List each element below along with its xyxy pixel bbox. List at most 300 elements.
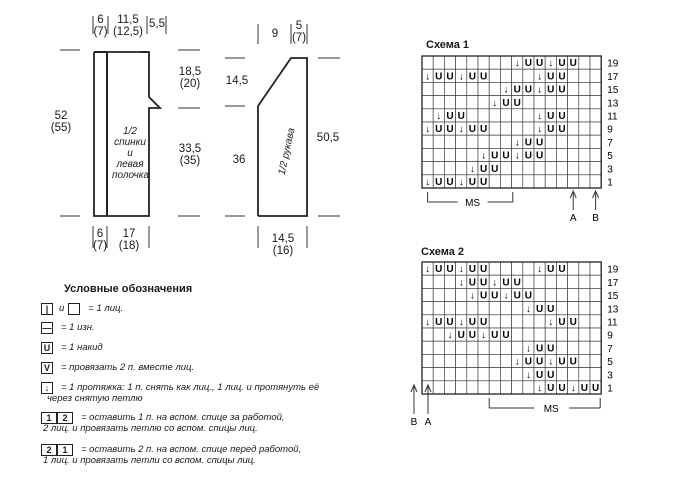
grid-cell	[579, 162, 590, 175]
yarn-over-icon: U	[547, 303, 555, 315]
yarn-over-icon: U	[468, 264, 477, 276]
grid-cell	[590, 69, 601, 82]
yarn-over-icon: U	[547, 343, 555, 355]
yarn-over-icon: U	[580, 383, 589, 394]
grid-cell	[500, 315, 511, 328]
grid-cell	[489, 122, 500, 135]
grid-cell	[545, 135, 556, 148]
yarn-over-icon: U	[435, 177, 443, 188]
grid-cell	[556, 175, 567, 188]
ssk-arrow-icon: ↓	[514, 356, 520, 368]
ssk-arrow-icon: ↓	[537, 84, 543, 96]
yarn-over-icon: U	[547, 369, 555, 381]
grid-cell	[590, 148, 601, 161]
cable-front-2-icon: 2	[41, 444, 57, 456]
grid-cell	[579, 328, 590, 341]
grid-cell	[534, 275, 545, 288]
grid-cell	[500, 109, 511, 122]
grid-cell	[456, 148, 467, 161]
dim-value: 11,5	[117, 14, 139, 26]
grid-cell	[444, 341, 455, 354]
k2tog-symbol-icon: V	[41, 362, 53, 374]
grid-cell	[523, 175, 534, 188]
grid-cell	[523, 381, 534, 394]
back-piece-label	[112, 126, 148, 181]
grid-cell	[568, 69, 579, 82]
grid-cell	[579, 341, 590, 354]
grid-cell	[467, 96, 478, 109]
yarn-over-icon: U	[491, 150, 499, 162]
grid-cell	[590, 175, 601, 188]
ssk-arrow-icon: ↓	[492, 277, 498, 289]
yarn-over-icon: U	[547, 84, 555, 96]
grid-cell	[422, 56, 433, 69]
dim-bottom-width	[110, 228, 148, 252]
row-number: 13	[607, 98, 619, 110]
grid-cell	[579, 175, 590, 188]
grid-cell	[512, 162, 523, 175]
grid-cell	[568, 328, 579, 341]
grid-cell	[568, 288, 579, 301]
dim-value: 5,5	[149, 18, 165, 30]
grid-cell	[523, 275, 534, 288]
grid-cell	[523, 109, 534, 122]
grid-cell	[579, 122, 590, 135]
grid-cell	[579, 96, 590, 109]
ssk-symbol-icon: ↓	[41, 382, 53, 394]
dim-alt: (7)	[93, 240, 108, 252]
yarn-over-icon: U	[547, 111, 555, 122]
grid-cell	[556, 288, 567, 301]
ssk-arrow-icon: ↓	[481, 150, 487, 162]
dim-value: 18,5	[178, 66, 202, 78]
sleeve-dim-bottom	[262, 233, 304, 257]
dim-value: 14,5	[225, 75, 249, 87]
grid-cell	[590, 122, 601, 135]
yarn-over-icon: U	[468, 177, 477, 188]
yarn-over-icon: U	[558, 356, 566, 368]
row-number: 15	[607, 291, 619, 303]
grid-cell	[489, 368, 500, 381]
ssk-arrow-icon: ↓	[447, 330, 453, 342]
grid-cell	[568, 96, 579, 109]
grid-cell	[456, 381, 467, 394]
ssk-arrow-icon: ↓	[458, 124, 464, 136]
row-number: 15	[607, 85, 619, 97]
grid-cell	[444, 162, 455, 175]
grid-cell	[489, 135, 500, 148]
grid-cell	[523, 262, 534, 275]
yarn-over-icon: U	[535, 58, 544, 70]
yarn-over-icon: U	[513, 277, 521, 289]
grid-cell	[590, 328, 601, 341]
yarn-over-icon: U	[547, 383, 555, 394]
yarn-over-icon: U	[547, 71, 555, 83]
ssk-arrow-icon: ↓	[425, 124, 431, 136]
scheme1-grid	[410, 50, 640, 230]
grid-cell	[556, 135, 567, 148]
ssk-arrow-icon: ↓	[458, 317, 464, 328]
legend-text-2: 1 лиц. и провязать петли со вспом. спицы лиц.	[43, 455, 256, 466]
yarn-over-icon: U	[513, 290, 521, 302]
dim-alt: (18)	[118, 240, 140, 252]
grid-cell	[545, 175, 556, 188]
row-number: 5	[607, 357, 613, 369]
yarn-over-icon: U	[446, 111, 454, 122]
grid-cell	[444, 288, 455, 301]
grid-cell	[444, 368, 455, 381]
dim-right-armhole	[170, 66, 210, 90]
grid-cell	[545, 328, 556, 341]
dim-alt: (12,5)	[112, 26, 144, 38]
grid-cell	[467, 135, 478, 148]
grid-cell	[422, 354, 433, 367]
legend-text: = провязать 2 п. вместе лиц.	[61, 362, 195, 373]
dim-value: 14,5	[271, 233, 295, 245]
row-number: 9	[607, 124, 613, 136]
cable-front-1-icon: 1	[57, 444, 73, 456]
row-number: 17	[607, 277, 619, 289]
yarn-over-icon: U	[446, 264, 454, 276]
legend-joiner: и	[59, 303, 65, 314]
grid-cell	[568, 122, 579, 135]
grid-cell	[523, 162, 534, 175]
legend-item-k2tog	[41, 362, 194, 374]
ssk-arrow-icon: ↓	[514, 150, 520, 162]
yarn-over-icon: U	[524, 290, 533, 302]
dim-value: 33,5	[178, 143, 202, 155]
grid-cell	[422, 135, 433, 148]
yarn-over-icon: U	[479, 264, 488, 276]
ssk-arrow-icon: ↓	[503, 84, 509, 96]
grid-cell	[523, 96, 534, 109]
grid-cell	[467, 56, 478, 69]
grid-cell	[545, 275, 556, 288]
legend-item-purl	[41, 322, 95, 334]
grid-cell	[545, 288, 556, 301]
grid-cell	[523, 122, 534, 135]
grid-cell	[456, 302, 467, 315]
grid-cell	[500, 122, 511, 135]
grid-cell	[568, 302, 579, 315]
grid-cell	[489, 302, 500, 315]
yarn-over-icon: U	[479, 177, 488, 188]
grid-cell	[512, 328, 523, 341]
yarn-over-icon: U	[479, 317, 488, 328]
ssk-arrow-icon: ↓	[548, 356, 554, 368]
yarn-over-icon: U	[479, 124, 488, 136]
yarn-over-icon: U	[502, 277, 510, 289]
grid-cell	[512, 175, 523, 188]
grid-cell	[534, 315, 545, 328]
ms-label: MS	[465, 198, 481, 209]
grid-cell	[478, 135, 489, 148]
grid-cell	[579, 275, 590, 288]
sleeve-dim-total	[310, 132, 346, 144]
yarn-over-icon: U	[479, 71, 488, 83]
sleeve-dim-length	[222, 154, 256, 166]
grid-cell	[433, 162, 444, 175]
grid-cell	[489, 341, 500, 354]
ssk-arrow-icon: ↓	[469, 163, 475, 175]
grid-cell	[433, 96, 444, 109]
dim-value: 9	[271, 28, 279, 40]
grid-cell	[590, 354, 601, 367]
yarn-over-icon: U	[491, 290, 499, 302]
yarn-over-icon: U	[535, 369, 544, 381]
grid-cell	[579, 69, 590, 82]
row-number: 19	[607, 264, 619, 276]
arrow-label: A	[569, 213, 577, 224]
ssk-arrow-icon: ↓	[481, 330, 487, 342]
ssk-arrow-icon: ↓	[525, 369, 531, 381]
grid-cell	[478, 82, 489, 95]
scheme2-grid	[408, 256, 638, 426]
yarn-over-icon: U	[435, 264, 443, 276]
grid-cell	[590, 96, 601, 109]
grid-cell	[422, 368, 433, 381]
legend-title: Условные обозначения	[64, 283, 193, 295]
yarn-over-icon: U	[569, 356, 577, 368]
row-number: 13	[607, 304, 619, 316]
ssk-arrow-icon: ↓	[503, 290, 509, 302]
grid-cell	[579, 368, 590, 381]
grid-cell	[422, 302, 433, 315]
yarn-over-icon: U	[558, 317, 566, 328]
yarn-over-icon: U	[468, 317, 477, 328]
ssk-arrow-icon: ↓	[537, 71, 543, 83]
row-number: 9	[607, 330, 613, 342]
legend-text: = 1 изн.	[61, 322, 95, 333]
grid-cell	[556, 162, 567, 175]
grid-cell	[590, 82, 601, 95]
grid-cell	[545, 162, 556, 175]
grid-cell	[500, 135, 511, 148]
yarn-over-icon: U	[502, 150, 510, 162]
grid-cell	[489, 109, 500, 122]
grid-cell	[478, 368, 489, 381]
grid-cell	[489, 82, 500, 95]
yarn-over-icon: U	[513, 84, 521, 96]
grid-cell	[534, 175, 545, 188]
arrow-label: B	[592, 213, 599, 224]
label-line: полочка	[112, 170, 150, 181]
grid-cell	[489, 381, 500, 394]
yarn-over-icon: U	[468, 71, 477, 83]
grid-cell	[500, 262, 511, 275]
grid-cell	[433, 288, 444, 301]
yarn-over-icon: U	[502, 97, 510, 109]
yarn-over-icon: U	[468, 124, 477, 136]
grid-cell	[433, 148, 444, 161]
grid-cell	[579, 56, 590, 69]
ssk-arrow-icon: ↓	[425, 317, 431, 328]
grid-cell	[456, 341, 467, 354]
grid-cell	[500, 354, 511, 367]
grid-cell	[444, 148, 455, 161]
grid-cell	[456, 135, 467, 148]
yarn-over-icon: U	[535, 356, 544, 368]
grid-cell	[579, 354, 590, 367]
grid-cell	[556, 302, 567, 315]
legend-text-2: 2 лиц. и провязать петлю со вспом. спицы лиц.	[43, 423, 258, 434]
yarn-over-icon: U	[479, 163, 488, 175]
grid-cell	[523, 328, 534, 341]
grid-cell	[444, 381, 455, 394]
grid-cell	[422, 109, 433, 122]
grid-cell	[579, 262, 590, 275]
grid-cell	[444, 302, 455, 315]
grid-cell	[590, 368, 601, 381]
grid-cell	[534, 328, 545, 341]
yarn-over-icon: U	[491, 330, 499, 342]
grid-cell	[444, 275, 455, 288]
cable-back-2-icon: 2	[57, 412, 73, 424]
dim-value: 50,5	[316, 132, 340, 144]
ssk-arrow-icon: ↓	[548, 58, 554, 70]
legend-text: = 1 лиц.	[88, 303, 124, 314]
yarn-over-icon: U	[457, 111, 465, 122]
yarn-over-icon: U	[446, 177, 454, 188]
grid-cell	[579, 315, 590, 328]
yarn-over-icon: U	[558, 84, 566, 96]
grid-cell	[500, 162, 511, 175]
legend-text: = оставить 1 п. на вспом. спице за работой,	[81, 412, 285, 423]
yarn-over-icon: U	[535, 150, 544, 162]
grid-cell	[512, 109, 523, 122]
grid-cell	[500, 341, 511, 354]
grid-cell	[467, 148, 478, 161]
grid-cell	[467, 368, 478, 381]
yarn-over-icon: U	[524, 137, 533, 149]
scheme1-title: Схема 1	[426, 39, 470, 51]
yarn-over-icon: U	[524, 356, 533, 368]
dim-bottom-edge	[93, 228, 107, 252]
row-number: 7	[607, 137, 613, 149]
row-number: 5	[607, 151, 613, 163]
dim-value: 5	[295, 20, 303, 32]
dim-right-body	[170, 143, 210, 167]
dim-alt: (7)	[93, 26, 108, 38]
grid-cell	[422, 82, 433, 95]
grid-cell	[568, 175, 579, 188]
dim-alt: (16)	[272, 245, 294, 257]
grid-cell	[579, 288, 590, 301]
yarn-over-icon: U	[558, 124, 566, 136]
grid-cell	[444, 96, 455, 109]
grid-cell	[489, 56, 500, 69]
cable-back-1-icon: 1	[41, 412, 57, 424]
empty-cell-symbol-icon	[68, 303, 80, 315]
grid-cell	[478, 381, 489, 394]
grid-cell	[444, 82, 455, 95]
label-line: 1/2	[123, 126, 137, 137]
ssk-arrow-icon: ↓	[425, 177, 431, 188]
ssk-arrow-icon: ↓	[514, 58, 520, 70]
grid-cell	[568, 275, 579, 288]
grid-cell	[568, 368, 579, 381]
grid-cell	[433, 341, 444, 354]
ssk-arrow-icon: ↓	[548, 317, 554, 328]
yarn-over-icon: U	[468, 330, 477, 342]
grid-cell	[500, 368, 511, 381]
row-number: 1	[607, 383, 613, 395]
legend-text: = 1 накид	[61, 342, 103, 353]
legend-item-ssk	[41, 382, 319, 404]
grid-cell	[500, 175, 511, 188]
grid-cell	[568, 148, 579, 161]
row-number: 1	[607, 177, 613, 189]
grid-cell	[556, 368, 567, 381]
grid-cell	[456, 82, 467, 95]
grid-cell	[422, 275, 433, 288]
ssk-arrow-icon: ↓	[537, 124, 543, 136]
grid-cell	[433, 328, 444, 341]
label-line: и	[127, 148, 133, 159]
legend-text: = оставить 2 п. на вспом. спице перед работой,	[81, 444, 302, 455]
grid-cell	[545, 148, 556, 161]
sleeve-label-text: 1/2 рукава	[276, 127, 298, 177]
grid-cell	[512, 341, 523, 354]
grid-cell	[568, 262, 579, 275]
yarn-over-icon: U	[435, 317, 443, 328]
grid-cell	[534, 288, 545, 301]
grid-cell	[433, 368, 444, 381]
dim-alt: (55)	[50, 122, 72, 134]
grid-cell	[467, 341, 478, 354]
legend-item-knit	[41, 303, 123, 315]
grid-cell	[534, 162, 545, 175]
yarn-over-icon: U	[491, 163, 499, 175]
ssk-arrow-icon: ↓	[525, 303, 531, 315]
grid-cell	[500, 381, 511, 394]
grid-cell	[422, 96, 433, 109]
yarn-over-icon: U	[524, 150, 533, 162]
sleeve-dim-cap-height	[220, 75, 254, 87]
sleeve-dim-top-cap	[262, 28, 288, 40]
grid-cell	[500, 69, 511, 82]
grid-cell	[478, 341, 489, 354]
label-line: левая	[116, 159, 144, 170]
grid-cell	[433, 381, 444, 394]
legend-item-yarnover	[41, 342, 103, 354]
yarn-over-icon: U	[535, 137, 544, 149]
row-number: 11	[607, 317, 618, 329]
grid-cell	[556, 328, 567, 341]
ssk-arrow-icon: ↓	[425, 264, 431, 276]
grid-cell	[478, 56, 489, 69]
grid-cell	[590, 315, 601, 328]
grid-cell	[512, 262, 523, 275]
knit-symbol-icon: |	[41, 303, 53, 315]
label-line: спинки	[114, 137, 146, 148]
legend-item-cable-back	[41, 412, 285, 434]
ssk-arrow-icon: ↓	[537, 111, 543, 122]
yarn-over-icon: U	[446, 317, 454, 328]
dim-alt: (20)	[179, 78, 201, 90]
grid-cell	[433, 135, 444, 148]
grid-cell	[512, 122, 523, 135]
yarn-over-icon: U	[535, 303, 544, 315]
grid-cell	[478, 96, 489, 109]
arrow-label: B	[410, 417, 418, 426]
dim-value: 6	[97, 14, 104, 26]
legend-text: = 1 протяжка: 1 п. снять как лиц., 1 лиц. и протянуть её	[61, 382, 320, 393]
yarn-over-icon: U	[524, 58, 533, 70]
grid-cell	[523, 69, 534, 82]
purl-symbol-icon: —	[42, 323, 52, 333]
grid-cell	[556, 148, 567, 161]
